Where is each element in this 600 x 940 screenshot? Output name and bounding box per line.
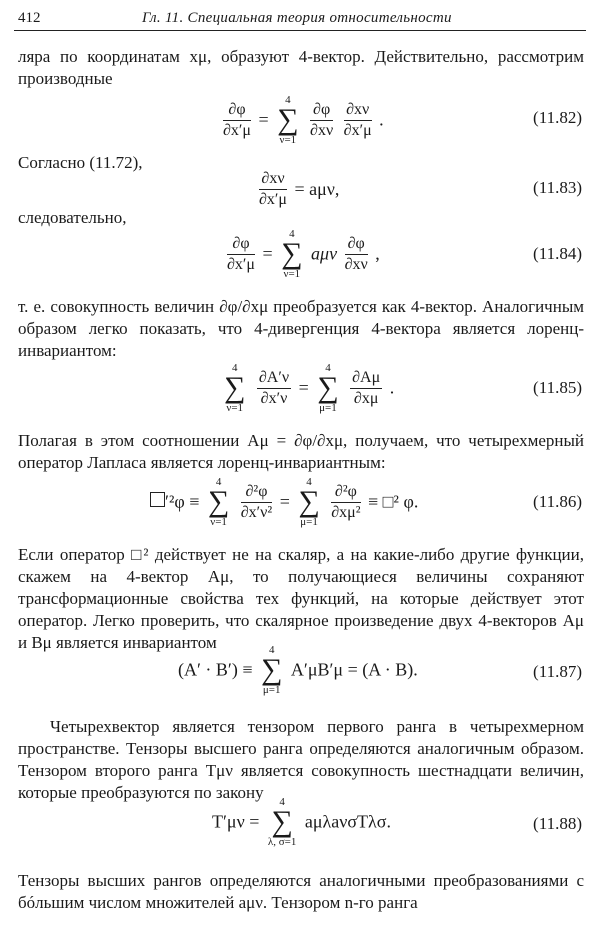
summation-sign: 4 ∑ λ, σ=1 [267, 796, 297, 848]
equation-number: (11.85) [533, 378, 582, 397]
dalembertian-square-icon [150, 492, 165, 507]
summation-sign: 4 ∑ ν=1 [207, 476, 230, 528]
book-page: 412 Гл. 11. Специальная теория относительности ляра по координатам xμ, образуют 4-вектор. Действительно, рассмотрим производные $\frac{\partial\varphi}{\partial x'\mu}$ = 4 ∑ ν=1 $\frac{\partial\varphi}{\partial x\nu}$ $\frac{\partial x\nu}{\partial x'\mu}$ . (11.82) Согласно (11.72), $\frac{\partial x\nu}{\partial x'\mu}$ = aμν, (11.83) следовательно, $\frac{\partial\varphi}{\partial x'\mu}$ = 4 ∑ ν=1 aμν $\frac{\partial\varphi}{\partial x\nu}$ , (11.84) т. е. совокупность величин ∂φ/∂xμ преобразуется как 4-вектор. Аналогичным образом легко показать, что 4-дивергенция 4-вектора является лоренц-инвариантом: 4 ∑ ν=1 $\frac{\partial A'\nu}{\partial x'\nu}$ = 4 ∑ μ=1 $\frac{\partial A\mu}{\partial x\mu}$ . (11.85) Полагая в этом соотношении Aμ = ∂φ/∂xμ, получаем, что четырехмерный оператор Лапласа является лоренц-инвариантным: ′²φ ≡ 4 ∑ ν=1 $\frac{\text{∂²φ}}{\text{∂x′ν²}}$ = 4 ∑ μ=1 $\frac{\text{∂²φ}}{\text{∂xμ²}}$ ≡ □² φ. (11.86) Если оператор □² действует не на скаляр, а на какие-либо другие функции, скажем на 4-вектор Aμ, то получающиеся величины сохраняют трансформационные свойства тех функций, на которые действует этот оператор. Легко проверить, что скалярное произведение двух 4-векторов Aμ и Bμ является инвариантом (A′ · B′) ≡ 4 ∑ μ=1 A′μB′μ = (A · B). (11.87) Четырехвектор является тензором первого ранга в четырехмерном пространстве. Тензоры высшего ранга определяются аналогичным образом. Тензором второго ранга Tμν является совокупность шестнадцати величин, которые преобразуются по закону T′μν = 4 ∑ λ, σ=1 aμλaνσTλσ. (11.88) Тензоры высших рангов определяются аналогичными преобразованиями с бóльшим числом множителей aμν. Тензором n-го ранга [0, 0, 600, 940]
fraction: $\frac{\partial\varphi}{\partial x\nu}$ [344, 234, 368, 273]
fraction: $\frac{\text{∂²φ}}{\text{∂x′ν²}}$ [240, 482, 273, 521]
fraction: $\frac{\partial A\mu}{\partial x\mu}$ [352, 368, 381, 407]
fraction: $\frac{\partial\varphi}{\partial x'\mu}$ [227, 234, 255, 273]
equation-number: (11.88) [533, 814, 582, 833]
paragraph-3: следовательно, [18, 208, 127, 227]
fraction: $\frac{\partial x\nu}{\partial x'\mu}$ [259, 170, 287, 208]
summation-sign: 4 ∑ μ=1 [298, 476, 320, 528]
chapter-title: Гл. 11. Специальная теория относительности [142, 10, 452, 26]
paragraph-2: Согласно (11.72), [18, 153, 143, 172]
paragraph-1: ляра по координатам xμ, образуют 4-вектор. Действительно, рассмотрим производные [18, 47, 584, 88]
fraction: $\frac{\partial\varphi}{\partial x'\mu}$ [223, 100, 251, 139]
equation-number: (11.87) [533, 662, 582, 681]
summation-sign: 4 ∑ μ=1 [317, 362, 339, 414]
equation-number: (11.82) [533, 108, 582, 127]
paragraph-7: Четырехвектор является тензором первого ранга в четырехмерном пространстве. Тензоры высшего ранга определяются аналогичным образом. Тензором второго ранга Tμν является совокупность шестнадцати величин, которые преобразуются по закону [18, 717, 584, 802]
paragraph-4: т. е. совокупность величин ∂φ/∂xμ преобразуется как 4-вектор. Аналогичным образом легко показать, что 4-дивергенция 4-вектора является лоренц-инвариантом: [18, 297, 584, 360]
summation-sign: 4 ∑ ν=1 [281, 228, 303, 280]
equation-number: (11.86) [533, 492, 582, 511]
fraction: $\frac{\partial x\nu}{\partial x'\mu}$ [343, 100, 372, 139]
paragraph-6: Если оператор □² действует не на скаляр, а на какие-либо другие функции, скажем на 4-вектор Aμ, то получающиеся величины сохраняют трансформационные свойства тех функций, на которые действует этот оператор. Легко проверить, что скалярное произведение двух 4-векторов Aμ и Bμ является инвариантом [18, 545, 584, 652]
summation-sign: 4 ∑ ν=1 [224, 362, 246, 414]
fraction: $\frac{\text{∂²φ}}{\text{∂xμ²}}$ [331, 482, 361, 521]
fraction: $\frac{\partial A'\nu}{\partial x'\nu}$ [258, 368, 290, 407]
equation-number: (11.84) [533, 244, 582, 263]
summation-sign: 4 ∑ ν=1 [277, 94, 299, 146]
paragraph-8: Тензоры высших рангов определяются аналогичными преобразованиями с бóльшим числом множителей aμν. Тензором n-го ранга [18, 871, 584, 912]
summation-sign: 4 ∑ μ=1 [261, 644, 283, 696]
running-header [14, 8, 586, 31]
paragraph-5: Полагая в этом соотношении Aμ = ∂φ/∂xμ, получаем, что четырехмерный оператор Лапласа является лоренц-инвариантным: [18, 431, 584, 472]
equation-number: (11.83) [533, 178, 582, 197]
fraction: $\frac{\partial\varphi}{\partial x\nu}$ [310, 100, 334, 139]
page-number: 412 [18, 10, 41, 26]
